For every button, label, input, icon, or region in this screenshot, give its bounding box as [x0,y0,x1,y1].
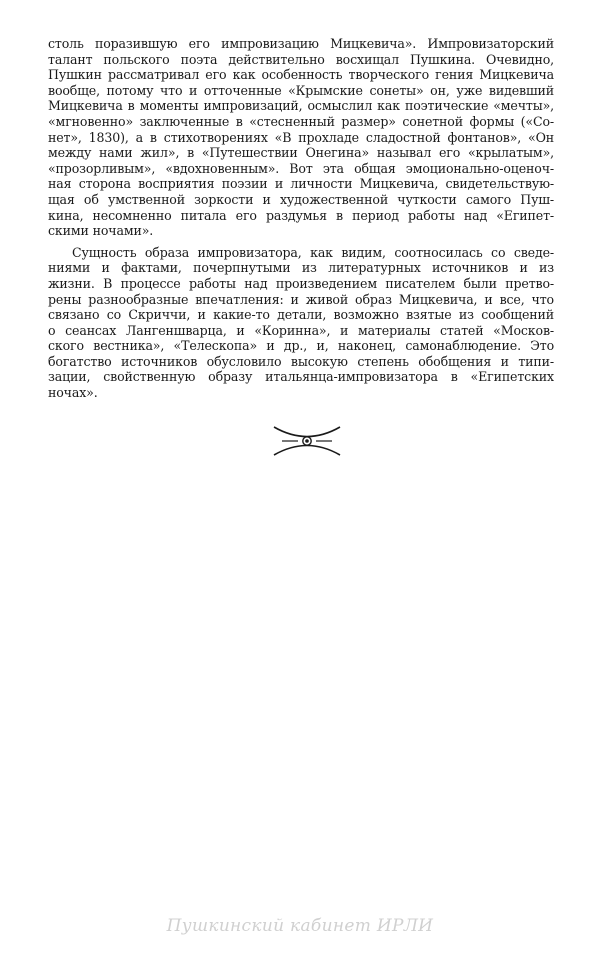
text-line: ночах». [48,385,98,401]
text-line: талант польского поэта действительно восхищал Пушкина. Очевидно, [48,51,554,67]
paragraph-1 [48,36,554,239]
ornament-divider-icon [272,424,342,458]
text-line: богатство источников обусловило высокую степень обобщения и типи- [48,353,554,369]
text-line: жизни. В процессе работы над произведением писателем были претво- [48,275,554,291]
text-line: ниями и фактами, почерпнутыми из литературных источников и из [48,260,554,276]
text-line: ского вестника», «Телескопа» и др., и, наконец, самонаблюдение. Это [48,338,554,354]
text-line: скими ночами». [48,223,154,239]
text-line: «прозорливым», «вдохновенным». Вот эта общая эмоционально-оценоч- [48,160,554,176]
text-line: Сущность образа импровизатора, как видим, соотносилась со сведе- [72,244,554,260]
text-line: нет», 1830), а в стихотворениях «В прохладе сладостной фонтанов», «Он [48,129,554,145]
text-line: вообще, потому что и отточенные «Крымские сонеты» он, уже видевший [48,82,554,98]
text-line: связано со Скриччи, и какие-то детали, возможно взятые из сообщений [48,307,554,323]
text-line: столь поразившую его импровизацию Мицкевича». Импровизаторский [48,36,554,51]
text-line: между нами жил», в «Путешествии Онегина» называл его «крылатым», [48,145,554,161]
watermark: Пушкинский кабинет ИРЛИ [166,916,434,936]
text-line: Мицкевича в моменты импровизаций, осмыслил как поэтические «мечты», [48,98,554,114]
text-line: кина, несомненно питала его раздумья в период работы над «Египет- [48,207,554,223]
text-line: рены разнообразные впечатления: и живой образ Мицкевича, и все, что [48,291,554,307]
text-line: зации, свойственную образу итальянца-импровизатора в «Египетских [48,369,554,385]
text-block [48,36,554,401]
text-line: «мгновенно» заключенные в «стесненный размер» сонетной формы («Со- [48,113,554,129]
text-line: ная сторона восприятия поэзии и личности Мицкевича, свидетельствую- [48,176,554,192]
text-line: Пушкин рассматривал его как особенность творческого гения Мицкевича [48,67,554,83]
text-line: о сеансах Лангеншварца, и «Коринна», и материалы статей «Москов- [48,322,554,338]
paragraph-2 [48,245,554,401]
text-line: щая об умственной зоркости и художественной чуткости самого Пуш- [48,191,554,207]
